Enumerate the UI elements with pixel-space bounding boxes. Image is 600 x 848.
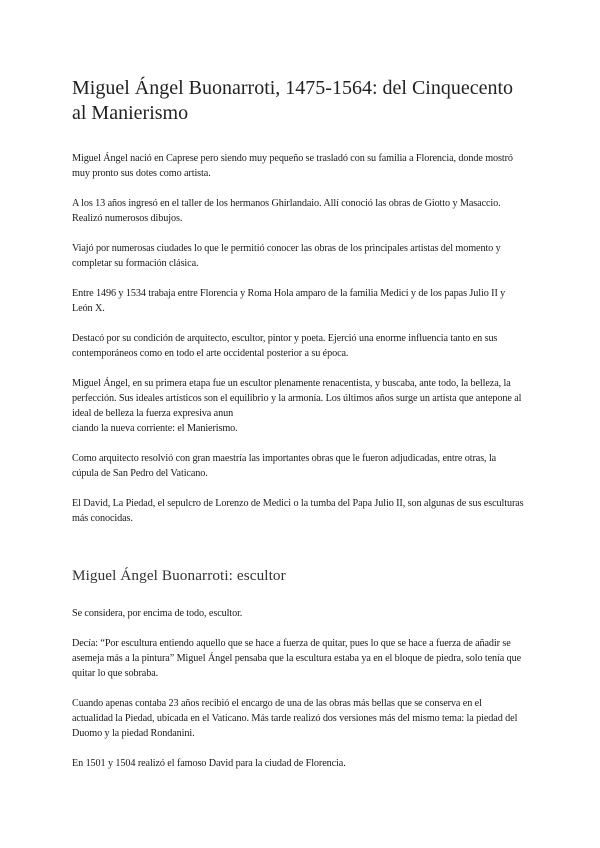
paragraph-stages-line-2: ciando la nueva corriente: el Manierismo. <box>72 423 238 434</box>
section-heading-sculptor: Miguel Ángel Buonarroti: escultor <box>72 567 286 584</box>
paragraph-sculptures: El David, La Piedad, el sepulcro de Lorenzo de Medici o la tumba del Papa Julio II, son algunas de sus esculturas más conocidas. <box>72 498 524 524</box>
paragraph-quote: Decía: “Por escultura entiendo aquello que se hace a fuerza de quitar, pues lo que se hace a fuerza de añadir se asemeja más a la pintura” Miguel Ángel pensaba que la escultura estaba ya en el bloque de piedra, solo tenía que quitar lo que sobraba. <box>72 638 522 679</box>
paragraph-birth: Miguel Ángel nació en Caprese pero siendo muy pequeño se trasladó con su familia a Florencia, donde mostró muy pronto sus dotes como artista. <box>72 153 513 179</box>
paragraph-sculptor-intro: Se considera, por encima de todo, escultor. <box>72 608 243 619</box>
paragraph-stages <box>72 376 524 436</box>
paragraph-influence: Destacó por su condición de arquitecto, escultor, pintor y poeta. Ejerció una enorme influencia tanto en sus contemporáneos como en todo el arte occidental posterior a su época. <box>72 333 498 359</box>
paragraph-travels: Viajó por numerosas ciudades lo que le permitió conocer las obras de los principales artistas del momento y completar su formación clásica. <box>72 243 501 269</box>
paragraph-training: A los 13 años ingresó en el taller de los hermanos Ghirlandaio. Allí conoció las obras de Giotto y Masaccio. Realizó numerosos dibujos. <box>72 198 501 224</box>
paragraph-david: En 1501 y 1504 realizó el famoso David para la ciudad de Florencia. <box>72 758 346 769</box>
document-page <box>72 76 524 786</box>
paragraph-piedad: Cuando apenas contaba 23 años recibió el encargo de una de las obras más bellas que se conserva en el actualidad la Piedad, ubicada en el Vaticano. Más tarde realizó dos versiones más del mismo tema: la piedad del Duomo y la piedad Rondanini. <box>72 698 518 739</box>
paragraph-florence-rome: Entre 1496 y 1534 trabaja entre Florencia y Roma Hola amparo de la familia Medici y de los papas Julio II y León X. <box>72 288 506 314</box>
paragraph-architect: Como arquitecto resolvió con gran maestría las importantes obras que le fueron adjudicadas, entre otras, la cúpula de San Pedro del Vaticano. <box>72 453 497 479</box>
paragraph-stages-line-1: Miguel Ángel, en su primera etapa fue un escultor plenamente renacentista, y buscaba, ante todo, la belleza, la perfección. Sus ideales artísticos son el equilibrio y la armonía. Los últimos años surge un artista que antepone al ideal de belleza la fuerza expresiva anun <box>72 378 522 419</box>
document-title: Miguel Ángel Buonarroti, 1475-1564: del Cinquecento al Manierismo <box>72 77 514 124</box>
